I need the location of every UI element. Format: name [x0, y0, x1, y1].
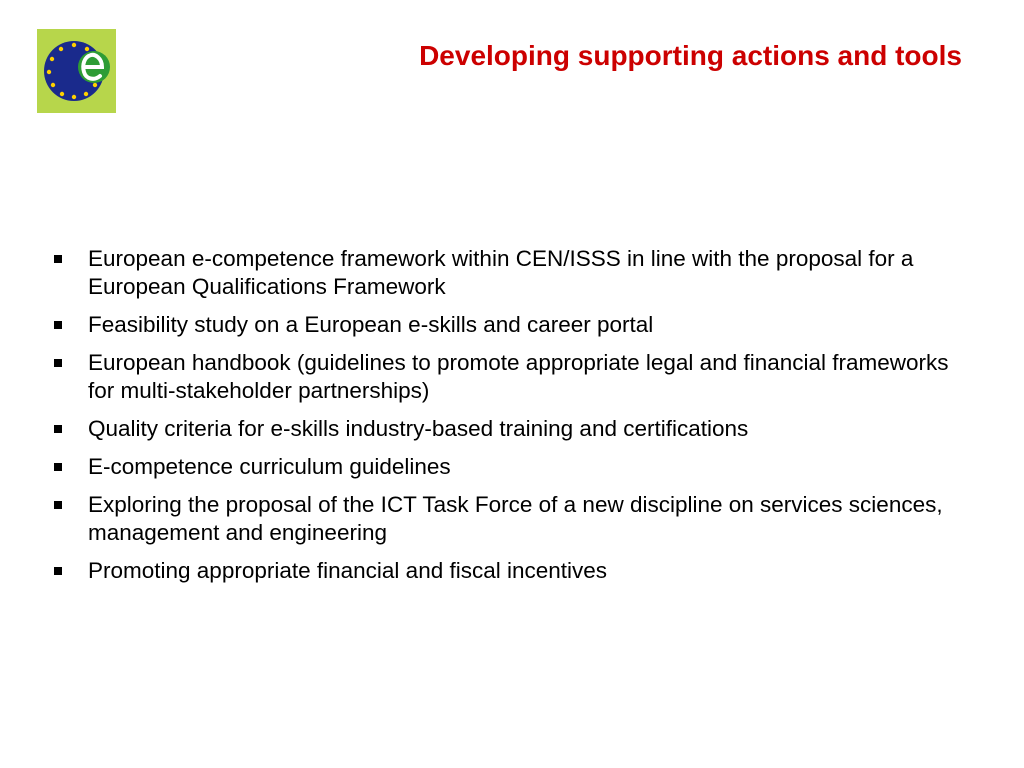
bullet-text: E-competence curriculum guidelines — [88, 454, 451, 479]
bullet-item — [48, 245, 968, 301]
bullet-item — [48, 349, 968, 405]
bullet-text: Feasibility study on a European e-skills and career portal — [88, 312, 654, 337]
square-bullet-icon — [54, 463, 62, 471]
bullet-item — [48, 311, 968, 339]
bullet-text: Quality criteria for e-skills industry-based training and certifications — [88, 416, 749, 441]
bullet-text: Exploring the proposal of the ICT Task Force of a new discipline on services sciences, management and engineering — [88, 492, 943, 545]
bullet-text: Promoting appropriate financial and fiscal incentives — [88, 558, 608, 583]
bullet-list — [48, 245, 968, 595]
slide-title: Developing supporting actions and tools — [419, 40, 962, 71]
bullet-item — [48, 491, 968, 547]
bullet-item — [48, 415, 968, 443]
square-bullet-icon — [54, 425, 62, 433]
bullet-text: European e-competence framework within CEN/ISSS in line with the proposal for a European Qualifications Framework — [88, 246, 914, 299]
bullet-item — [48, 453, 968, 481]
square-bullet-icon — [54, 321, 62, 329]
bullet-text: European handbook (guidelines to promote appropriate legal and financial frameworks for multi-stakeholder partnerships) — [88, 350, 949, 403]
square-bullet-icon — [54, 255, 62, 263]
square-bullet-icon — [54, 359, 62, 367]
square-bullet-icon — [54, 567, 62, 575]
eu-e-skills-logo-icon — [37, 29, 116, 113]
bullet-item — [48, 557, 968, 585]
square-bullet-icon — [54, 501, 62, 509]
logo-graphic — [37, 29, 116, 113]
